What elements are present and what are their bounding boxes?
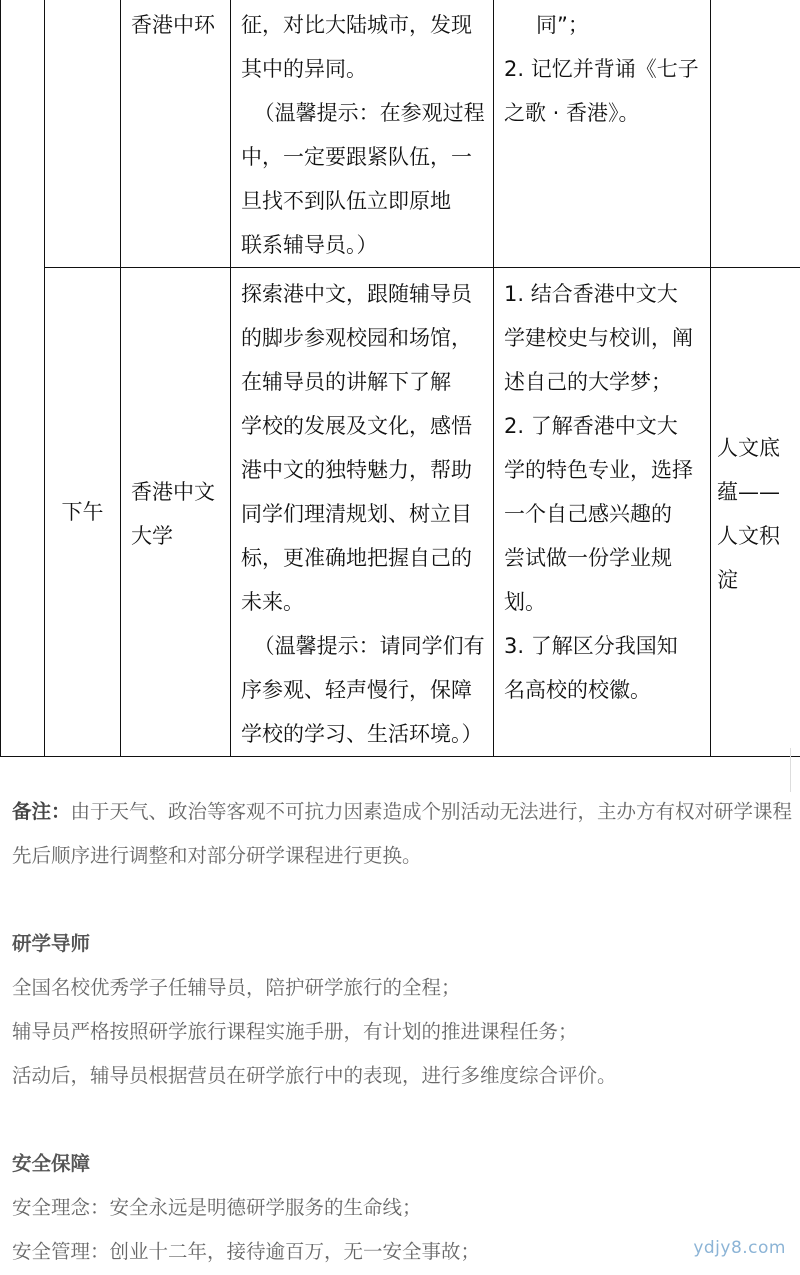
location-cell (121, 268, 231, 757)
mentor-line: 全国名校优秀学子任辅导员，陪护研学旅行的全程； (12, 976, 461, 999)
content-line: 联系辅导员。） (241, 233, 378, 257)
tasks-cell (494, 268, 711, 757)
mentor-title: 研学导师 (12, 932, 91, 955)
remark-label: 备注： (12, 800, 71, 823)
content-cell (231, 0, 494, 268)
task-line: 2. 了解香港中文大 (504, 414, 678, 438)
content-line: 港中文的独特魅力，帮助 (241, 458, 472, 482)
tasks-cell (494, 0, 711, 268)
time-cell (45, 268, 121, 757)
location-line: 香港中文 (131, 480, 215, 504)
content-line: 探索港中文，跟随辅导员 (241, 282, 472, 306)
task-line: 划。 (504, 590, 546, 614)
theme-cell (711, 268, 800, 757)
content-line: 在辅导员的讲解下了解 (241, 370, 451, 394)
theme-line: 淀 (717, 568, 738, 592)
safety-line: 安全理念：安全永远是明德研学服务的生命线； (12, 1196, 422, 1219)
location-cell (121, 0, 231, 268)
content-line: 的脚步参观校园和场馆， (241, 326, 472, 350)
location-line: 大学 (131, 524, 173, 548)
theme-line: 人文底 (717, 436, 780, 460)
task-line: 一个自己感兴趣的 (504, 502, 672, 526)
mentor-line: 辅导员严格按照研学旅行课程实施手册，有计划的推进课程任务； (12, 1020, 578, 1043)
content-line: 未来。 (241, 590, 304, 614)
content-line: 其中的异同。 (241, 57, 367, 81)
task-line: 同”； (536, 13, 589, 37)
content-line: 中，一定要跟紧队伍，一 (241, 145, 472, 169)
theme-line: 人文积 (717, 524, 780, 548)
content-line: （温馨提示：请同学们有 (253, 634, 485, 658)
task-line: 2. 记忆并背诵《七子 (504, 57, 699, 81)
content-line: 征，对比大陆城市，发现 (241, 13, 472, 37)
theme-line: 蕴—— (717, 480, 780, 504)
task-line: 学的特色专业，选择 (504, 458, 693, 482)
table-row (1, 0, 800, 268)
safety-line: 安全管理：创业十二年，接待逾百万，无一安全事故； (12, 1240, 481, 1263)
day-cell (1, 0, 45, 757)
theme-cell (711, 0, 800, 268)
task-line: 3. 了解区分我国知 (504, 634, 678, 658)
content-line: 同学们理清规划、树立目 (241, 502, 472, 526)
content-line: 旦找不到队伍立即原地 (241, 189, 451, 213)
safety-title: 安全保障 (12, 1152, 91, 1175)
content-line: 学校的学习、生活环境。） (241, 722, 483, 746)
divider (790, 748, 791, 792)
content-line: （温馨提示：在参观过程 (253, 101, 485, 125)
task-line: 尝试做一份学业规 (504, 546, 672, 570)
time-cell (45, 0, 121, 268)
task-line: 名高校的校徽。 (504, 678, 651, 702)
content-line: 序参观、轻声慢行，保障 (241, 678, 472, 702)
remark-text: 由于天气、政治等客观不可抗力因素造成个别活动无法进行，主办方有权对研学课程先后顺序进行调整和对部分研学课程进行更换。 (12, 800, 793, 867)
remark-paragraph (12, 790, 796, 878)
watermark: ydjy8.com (693, 1238, 786, 1258)
notes-section (12, 790, 796, 1274)
task-line: 1. 结合香港中文大 (504, 282, 678, 306)
location-text: 香港中环 (131, 13, 215, 37)
task-line: 学建校史与校训，阐 (504, 326, 693, 350)
content-line: 学校的发展及文化，感悟 (241, 414, 472, 438)
task-line: 之歌 · 香港》。 (504, 101, 640, 125)
content-cell (231, 268, 494, 757)
mentor-line: 活动后，辅导员根据营员在研学旅行中的表现，进行多维度综合评价。 (12, 1064, 617, 1087)
table-row (1, 268, 800, 757)
task-line: 述自己的大学梦； (504, 370, 672, 394)
content-line: 标，更准确地把握自己的 (241, 546, 472, 570)
time-text: 下午 (61, 500, 104, 524)
